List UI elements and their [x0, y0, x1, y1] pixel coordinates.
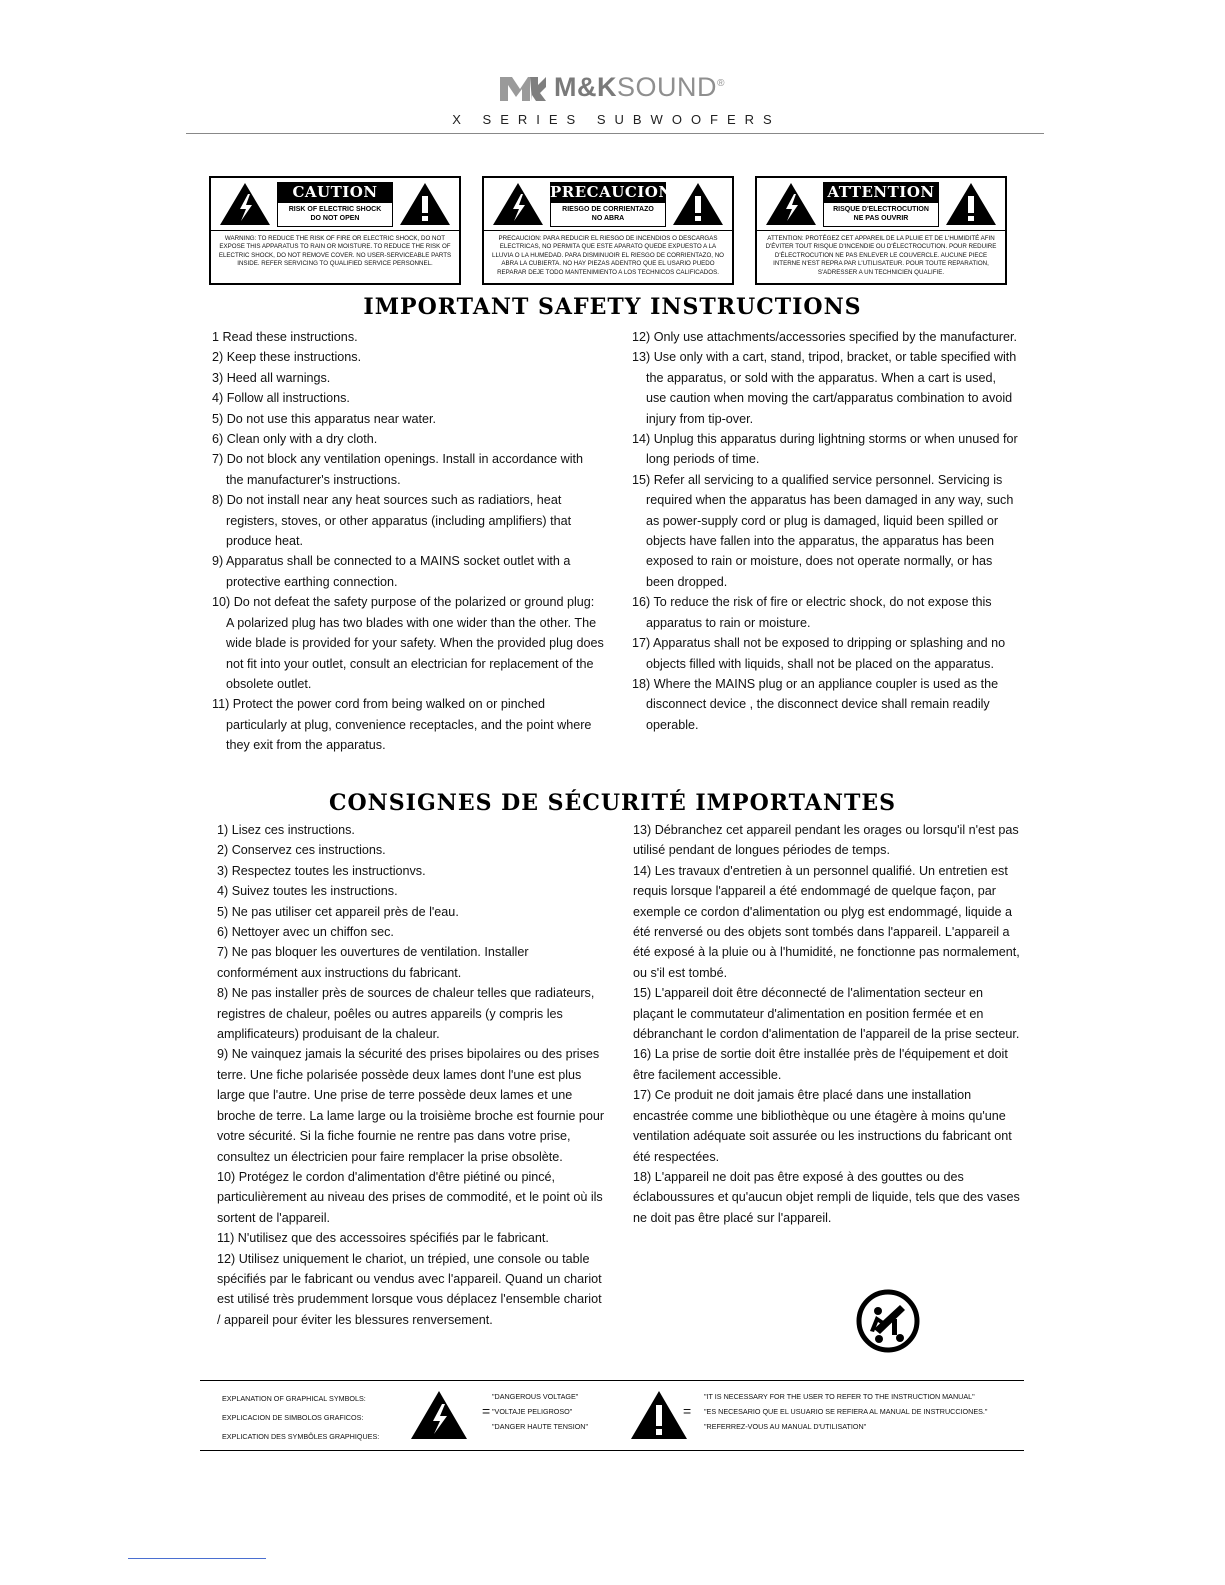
lightning-triangle-icon: [492, 182, 544, 226]
symbol-description: "VOLTAJE PELIGROSO": [492, 1407, 573, 1416]
instruction-item: 6) Clean only with a dry cloth.: [212, 432, 378, 447]
english-right-column: [632, 327, 1018, 735]
warning-label: [823, 182, 939, 227]
consigne-item: 13) Débranchez cet appareil pendant les orages ou lorsqu'il n'est pas utilisé pendant de longues périodes de temps.: [633, 823, 1019, 858]
consigne-item: 15) L'appareil doit être déconnecté de l'alimentation secteur en plaçant le commutateur d'alimentation en position fermée et en débranchant le cordon d'alimentation de l'appareil de la prise secteur.: [633, 986, 1020, 1042]
warning-sub1: RISK OF ELECTRIC SHOCK: [288, 206, 382, 213]
brand-header: [0, 72, 1225, 127]
consigne-item: 12) Utilisez uniquement le chariot, un trépied, une console ou table spécifiés par le fabricant ou vendus avec l'appareil. Quand un chariot est utilisé très prudemment lorsque vous déplacez l'ensemble chariot / appareil pour éviter les blessures renversement.: [217, 1251, 602, 1327]
warning-sub2: NO ABRA: [591, 215, 625, 222]
instruction-item: 3) Heed all warnings.: [212, 370, 331, 385]
lightning-triangle-icon: [410, 1390, 468, 1440]
consigne-item: 3) Respectez toutes les instructionvs.: [217, 863, 426, 878]
warning-title: PRECAUCION: [550, 183, 673, 201]
warning-box-caution: [209, 176, 461, 285]
symbol-description: "REFERREZ-VOUS AU MANUAL D'UTILISATION": [704, 1422, 867, 1431]
header-divider: [186, 133, 1044, 134]
warning-box-precaucion: [482, 176, 734, 285]
consigne-item: 7) Ne pas bloquer les ouvertures de ventilation. Installer conformément aux instructions du fabricant.: [217, 945, 529, 980]
instruction-manual-description: [704, 1389, 987, 1434]
french-title: CONSIGNES DE SÉCURITÉ IMPORTANTES: [328, 790, 897, 816]
warning-sub2: DO NOT OPEN: [310, 215, 360, 222]
instruction-item: 18) Where the MAINS plug or an appliance coupler is used as the disconnect device , the disconnect device shall remain readily operable.: [632, 676, 999, 732]
instruction-item: 7) Do not block any ventilation openings. Install in accordance with the manufacturer's instructions.: [212, 452, 584, 487]
brand-bold: M&K: [554, 72, 618, 102]
warning-text: ATTENTION: PROTÉGEZ CET APPAREIL DE LA PLUIE ET DE L'HUMIDITÉ AFIN D'ÉVITER TOUT RISQUE D'INCENDIE OU D'ÉLECTROCUTION. POUR REDUIRE D'ÉLECTROCUTION NE PAS ENLEVER LE COUVERCLE. AUCUNE PIECE INTERNE N'EST REPRA PAR L'UTILISATEUR. POUR TOUTE REPARATION, S'ADRESSER A UN TECHNICIEN QUALIFIE.: [765, 235, 997, 276]
warning-label: [277, 182, 393, 227]
instruction-item: 15) Refer all servicing to a qualified service personnel. Servicing is required when the apparatus has been damaged in any way, such as power-supply cord or plug is damaged, liquid been spilled or objects have fallen into the apparatus, the apparatus has been exposed to rain or moisture, does not operate normally, or has been dropped.: [632, 472, 1014, 589]
consigne-item: 14) Les travaux d'entretien à un personnel qualifié. Un entretien est requis lorsque l'appareil a été endommagé de quelque façon, par exemple ce cordon d'alimentation ou plyg est endommagé, liquide a été renversé ou des objets sont tombés dans l'appareil. L'appareil a été exposé à la pluie ou à l'humidité, ne fonctionne pas normalement, ou s'il est tombé.: [633, 863, 1020, 980]
consigne-item: 5) Ne pas utiliser cet appareil près de l'eau.: [217, 904, 459, 919]
instruction-item: 17) Apparatus shall not be exposed to dripping or splashing and no objects filled with liquids, shall not be placed on the apparatus.: [632, 636, 1006, 671]
symbol-description: "ES NECESARIO QUE EL USUARIO SE REFIERA AL MANUAL DE INSTRUCCIONES.": [704, 1407, 988, 1416]
french-right-column: [633, 820, 1023, 1228]
consigne-item: 2) Conservez ces instructions.: [217, 843, 386, 858]
instruction-item: 13) Use only with a cart, stand, tripod, bracket, or table specified with the apparatus, or sold with the apparatus. When a cart is used, use caution when moving the cart/apparatus combination to avoid injury from tip-over.: [632, 350, 1017, 426]
mk-logo-icon: [500, 75, 546, 101]
english-title: IMPORTANT SAFETY INSTRUCTIONS: [363, 294, 862, 320]
symbol-description: "DANGER HAUTE TENSION": [492, 1422, 589, 1431]
english-left-column: [212, 327, 604, 756]
instruction-item: 8) Do not install near any heat sources such as radiatiors, heat registers, stoves, or other apparatus (including amplifiers) that produce heat.: [212, 493, 572, 549]
consigne-item: 17) Ce produit ne doit jamais être placé dans une installation encastrée comme une bibliothèque ou une étagère à moins qu'une ventilation adéquate soit assurée ou les instructions du fabricant ont été respectées.: [633, 1088, 1012, 1164]
warning-text: PRECAUCION: PARA REDUCIR EL RIESGO DE INCENDIOS O DESCARGAS ELECTRICAS, NO PERMITA QUE ESTE APARATO QUEDE EXPUESTO A LA LLUVIA O LA HUMEDAD. PARA DISMINUOIR EL RIESGO DE CORRIENTAZO, NO ABRA LA CUBIERTA. NO HAY PIEZAS ADENTRO QUE EL USARIO PUEDO REPARAR DEJE TODO MANTENIMIENTO A LOS TECHNICOS CALIFICADOS.: [492, 235, 724, 276]
warning-sub1: RIESGO DE CORRIENTAZO: [562, 206, 654, 213]
lightning-triangle-icon: [765, 182, 817, 226]
consigne-item: 8) Ne pas installer près de sources de chaleur telles que radiateurs, registres de chaleur, poêles ou autres appareils (y compris les amplificateurs) produisant de la chaleur.: [217, 986, 595, 1042]
warning-box-attention: [755, 176, 1007, 285]
instruction-item: 4) Follow all instructions.: [212, 391, 350, 406]
symbol-label: EXPLANATION OF GRAPHICAL SYMBOLS:: [222, 1394, 366, 1403]
dangerous-voltage-description: [492, 1389, 588, 1434]
brand-name: [554, 72, 725, 103]
symbol-label: EXPLICACION DE SIMBOLOS GRAFICOS:: [222, 1413, 364, 1422]
consigne-item: 18) L'appareil ne doit pas être exposé à des gouttes ou des éclaboussures et qu'aucun objet rempli de liquide, tels que des vases ne doit pas être placé sur l'appareil.: [633, 1169, 1020, 1225]
consigne-item: 16) La prise de sortie doit être installée près de l'équipement et doit être facilement accessible.: [633, 1047, 1008, 1082]
instruction-item: 14) Unplug this apparatus during lightning storms or when unused for long periods of time.: [632, 432, 1018, 467]
consigne-item: 4) Suivez toutes les instructions.: [217, 884, 398, 899]
brand-logo: [500, 72, 725, 103]
exclamation-triangle-icon: [945, 182, 997, 226]
warning-sub2: NE PAS OUVRIR: [853, 215, 909, 222]
exclamation-triangle-icon: [399, 182, 451, 226]
instruction-item: 16) To reduce the risk of fire or electric shock, do not expose this apparatus to rain or moisture.: [632, 595, 992, 630]
warning-title: ATTENTION: [827, 183, 935, 201]
instruction-item: 12) Only use attachments/accessories specified by the manufacturer.: [632, 330, 1018, 344]
lightning-triangle-icon: [219, 182, 271, 226]
warning-label: [550, 182, 673, 227]
instruction-item: 10) Do not defeat the safety purpose of the polarized or ground plug: A polarized plug has two blades with one wider than the other. The wide blade is provided for your safety. When the provided plug does not fit into your outlet, consult an electrician for replacement of the obsolete outlet.: [212, 595, 604, 691]
tagline: X SERIES SUBWOOFERS: [452, 111, 781, 127]
exclamation-triangle-icon: [672, 182, 724, 226]
consigne-item: 11) N'utilisez que des accessoires spécifiés par le fabricant.: [217, 1231, 549, 1246]
consigne-item: 6) Nettoyer avec un chiffon sec.: [217, 925, 394, 940]
equals-sign: =: [482, 1403, 491, 1419]
consigne-item: 1) Lisez ces instructions.: [217, 823, 355, 837]
equals-sign: =: [683, 1403, 692, 1419]
warning-sub1: RISQUE D'ELECTROCUTION: [833, 206, 929, 213]
symbol-description: "DANGEROUS VOLTAGE": [492, 1392, 579, 1401]
instruction-item: 5) Do not use this apparatus near water.: [212, 411, 437, 426]
french-left-column: [217, 820, 607, 1330]
footer-top-divider: [200, 1380, 1024, 1381]
exclamation-triangle-icon: [630, 1390, 688, 1440]
consigne-item: 9) Ne vainquez jamais la sécurité des prises bipolaires ou des prises terre. Une fiche polarisée possède deux lames dont l'une est plus large que l'autre. Une prise de terre possède deux lames et une broche de terre. La lame large ou la troisième broche est fournie pour votre sécurité. Si la fiche fournie ne rentre pas dans votre prise, consultez un électricien pour faire remplacer la prise obsolète.: [217, 1047, 605, 1164]
cart-tipover-warning-icon: [856, 1289, 920, 1353]
instruction-item: 2) Keep these instructions.: [212, 350, 362, 365]
consigne-item: 10) Protégez le cordon d'alimentation d'être piétiné ou pincé, particulièrement au niveau des prises de commodité, et le point où ils sortent de l'appareil.: [217, 1169, 603, 1225]
instruction-item: 1 Read these instructions.: [212, 330, 358, 344]
warning-title: CAUTION: [292, 183, 378, 201]
registered-mark: ®: [717, 78, 725, 89]
warning-text: WARNING: TO REDUCE THE RISK OF FIRE OR ELECTRIC SHOCK, DO NOT EXPOSE THIS APPARATUS TO RAIN OR MOISTURE. TO REDUCE THE RISK OF ELECTRIC SHOCK, DO NOT REMOVE COVER. NO USER-SERVICEABLE PARTS INSIDE. REFER SERVICING TO QUALIFIED SERVICE PERSONNEL.: [218, 235, 452, 268]
footer-bottom-divider: [200, 1450, 1024, 1451]
symbol-label: EXPLICATION DES SYMBÔLES GRAPHIQUES:: [222, 1432, 380, 1441]
symbol-explanation-labels: [222, 1389, 379, 1446]
symbol-description: "IT IS NECESSARY FOR THE USER TO REFER TO THE INSTRUCTION MANUAL": [704, 1392, 975, 1401]
brand-light: SOUND: [617, 72, 718, 102]
page-link-underline: [128, 1558, 266, 1559]
instruction-item: 9) Apparatus shall be connected to a MAINS socket outlet with a protective earthing connection.: [212, 554, 571, 589]
instruction-item: 11) Protect the power cord from being walked on or pinched particularly at plug, convenience receptacles, and the point where they exit from the apparatus.: [212, 697, 592, 753]
